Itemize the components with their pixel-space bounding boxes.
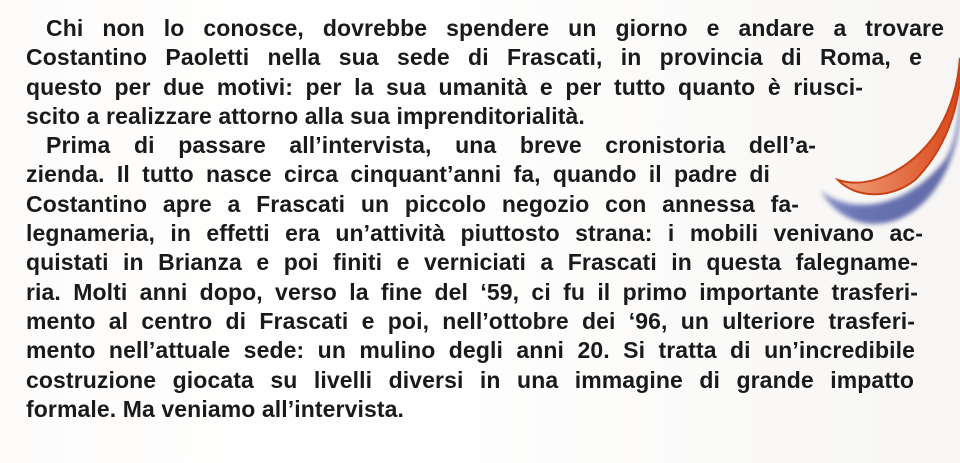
text-line: ria. Molti anni dopo, verso la fine del ‘59, ci fu il primo importante trasferi- [26,278,918,305]
paragraph-1 [26,14,944,131]
text-line: formale. Ma veniamo all’intervista. [26,395,405,422]
text-line: legnameria, in effetti era un’attività piuttosto strana: i mobili venivano ac- [26,220,923,247]
paragraph-2 [26,131,931,424]
text-line: zienda. Il tutto nasce circa cinquant’anni fa, quando il padre di [26,161,770,188]
text-line: mento nell’attuale sede: un mulino degli anni 20. Si tratta di un’incredibile [26,337,915,364]
text-line: mento al centro di Frascati e poi, nell’ottobre dei ‘96, un ulteriore trasferi- [26,307,915,334]
text-line: Prima di passare all’intervista, una breve cronistoria dell’a- [46,132,816,159]
text-line: scito a realizzare attorno alla sua imprenditorialità. [26,102,585,129]
text-line: Costantino apre a Frascati un piccolo negozio con annessa fa- [26,190,799,217]
text-line: costruzione giocata su livelli diversi in una immagine di grande impatto [26,366,914,393]
text-line: quistati in Brianza e poi finiti e verniciati a Frascati in questa falegname- [26,249,918,276]
text-line: Chi non lo conosce, dovrebbe spendere un giorno e andare a trovare [46,15,944,41]
text-line: questo per due motivi: per la sua umanità e per tutto quanto è riusci- [26,73,863,100]
article-body [26,14,944,424]
text-line: Costantino Paoletti nella sua sede di Frascati, in provincia di Roma, e [26,44,922,71]
